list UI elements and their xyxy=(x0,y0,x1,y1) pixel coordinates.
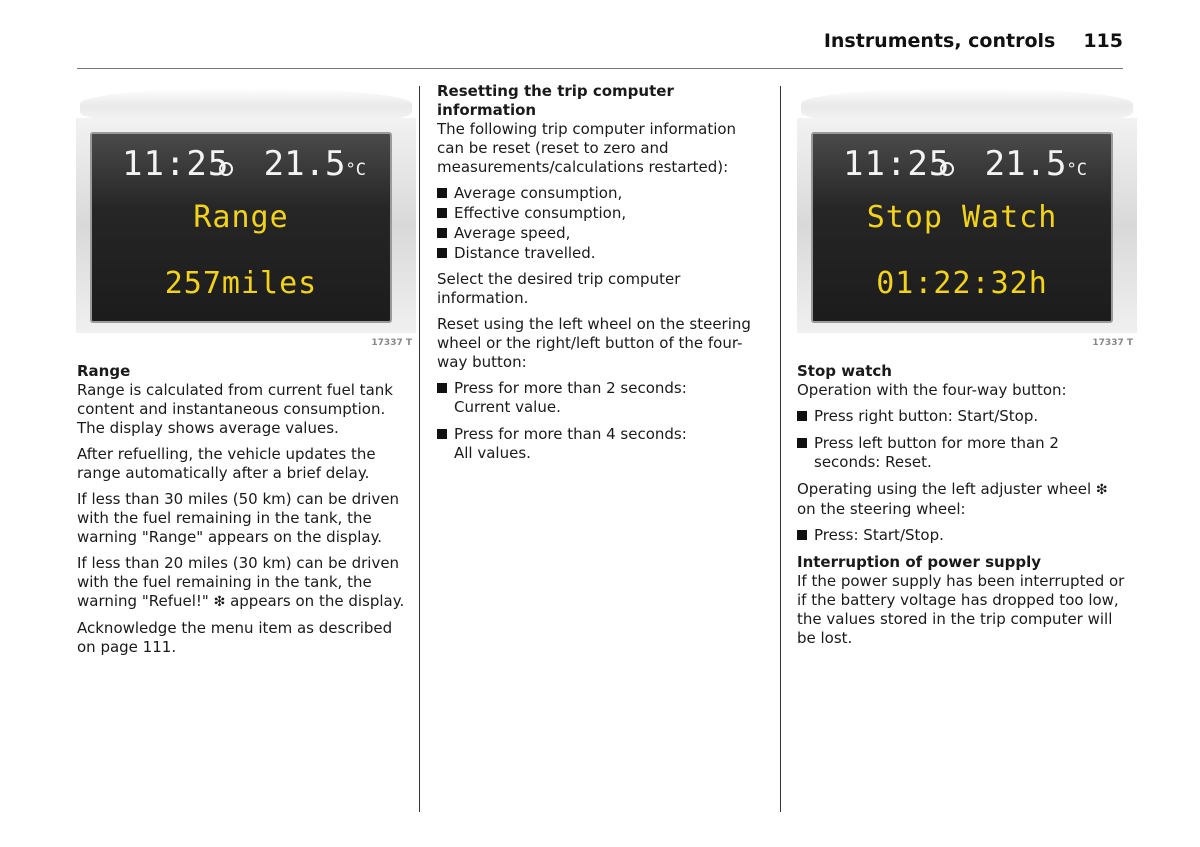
display-value: 01:22:32h xyxy=(876,266,1048,301)
header-rule xyxy=(77,68,1123,69)
paragraph: Select the desired trip computer information. xyxy=(437,270,681,307)
paragraph: Acknowledge the menu item as described on page 111. xyxy=(77,619,393,656)
column-divider xyxy=(419,86,420,812)
paragraph: The following trip computer information can be reset (reset to zero and measurements/calculations restarted): xyxy=(437,120,737,176)
outside-temperature: 21.5°C xyxy=(263,144,366,184)
display-label: Range xyxy=(193,200,289,235)
info-display-screen xyxy=(90,132,392,323)
stopwatch-display-figure xyxy=(797,88,1137,350)
info-display-screen xyxy=(811,132,1113,323)
paragraph: After refuelling, the vehicle updates the range automatically after a brief delay. xyxy=(77,445,376,482)
list-item: Press for more than 4 seconds: All values. xyxy=(437,425,757,463)
section-heading: Resetting the trip computer information xyxy=(437,82,674,119)
list-item: Distance travelled. xyxy=(437,244,757,263)
bullet-icon xyxy=(437,383,447,393)
figure-code: 17337 T xyxy=(1092,338,1133,348)
column-reset xyxy=(437,82,757,471)
bullet-icon xyxy=(797,411,807,421)
list-item: Average speed, xyxy=(437,224,757,243)
display-value: 257miles xyxy=(164,266,318,301)
section-heading: Range xyxy=(77,362,131,380)
page-number: 115 xyxy=(1083,30,1123,52)
paragraph: If less than 20 miles (30 km) can be driven with the fuel remaining in the tank, the warning "Refuel!" ❇ appears on the display. xyxy=(77,554,405,610)
bullet-icon xyxy=(437,208,447,218)
bullet-icon xyxy=(437,429,447,439)
outside-temperature: 21.5°C xyxy=(984,144,1087,184)
figure-code: 17337 T xyxy=(371,338,412,348)
bullet-icon xyxy=(437,228,447,238)
clock-icon xyxy=(940,162,954,176)
clock-icon xyxy=(219,162,233,176)
bullet-icon xyxy=(797,438,807,448)
paragraph: If the power supply has been interrupted or if the battery voltage has dropped too low, the values stored in the trip computer will be lost. xyxy=(797,572,1125,647)
list-item: Press for more than 2 seconds: Current value. xyxy=(437,379,757,417)
section-title: Instruments, controls xyxy=(823,30,1056,52)
list-item: Press right button: Start/Stop. xyxy=(797,407,1125,426)
clock-time: 11:25 xyxy=(122,144,230,184)
column-range xyxy=(77,362,407,664)
section-heading: Interruption of power supply xyxy=(797,553,1042,571)
bullet-icon xyxy=(437,248,447,258)
fan-wheel-icon: ❇ xyxy=(213,594,226,610)
display-label: Stop Watch xyxy=(866,200,1058,235)
paragraph: Reset using the left wheel on the steering wheel or the right/left button of the four-way button: xyxy=(437,315,751,371)
list-item: Press left button for more than 2 seconds: Reset. xyxy=(797,434,1125,472)
bullet-icon xyxy=(437,188,447,198)
fan-wheel-icon: ❇ xyxy=(1095,482,1108,498)
column-divider xyxy=(780,86,781,812)
section-heading: Stop watch xyxy=(797,362,892,380)
column-stopwatch xyxy=(797,362,1125,655)
range-display-figure xyxy=(76,88,416,350)
paragraph: If less than 30 miles (50 km) can be driven with the fuel remaining in the tank, the warning "Range" appears on the display. xyxy=(77,490,400,546)
list-item: Press: Start/Stop. xyxy=(797,526,1125,545)
list-item: Average consumption, xyxy=(437,184,757,203)
list-item: Effective consumption, xyxy=(437,204,757,223)
bullet-icon xyxy=(797,530,807,540)
paragraph: Operation with the four-way button: xyxy=(797,381,1067,399)
clock-time: 11:25 xyxy=(843,144,951,184)
paragraph: Range is calculated from current fuel tank content and instantaneous consumption. The display shows average values. xyxy=(77,381,393,437)
page-header xyxy=(824,30,1123,52)
paragraph: Operating using the left adjuster wheel ❇ on the steering wheel: xyxy=(797,480,1108,518)
